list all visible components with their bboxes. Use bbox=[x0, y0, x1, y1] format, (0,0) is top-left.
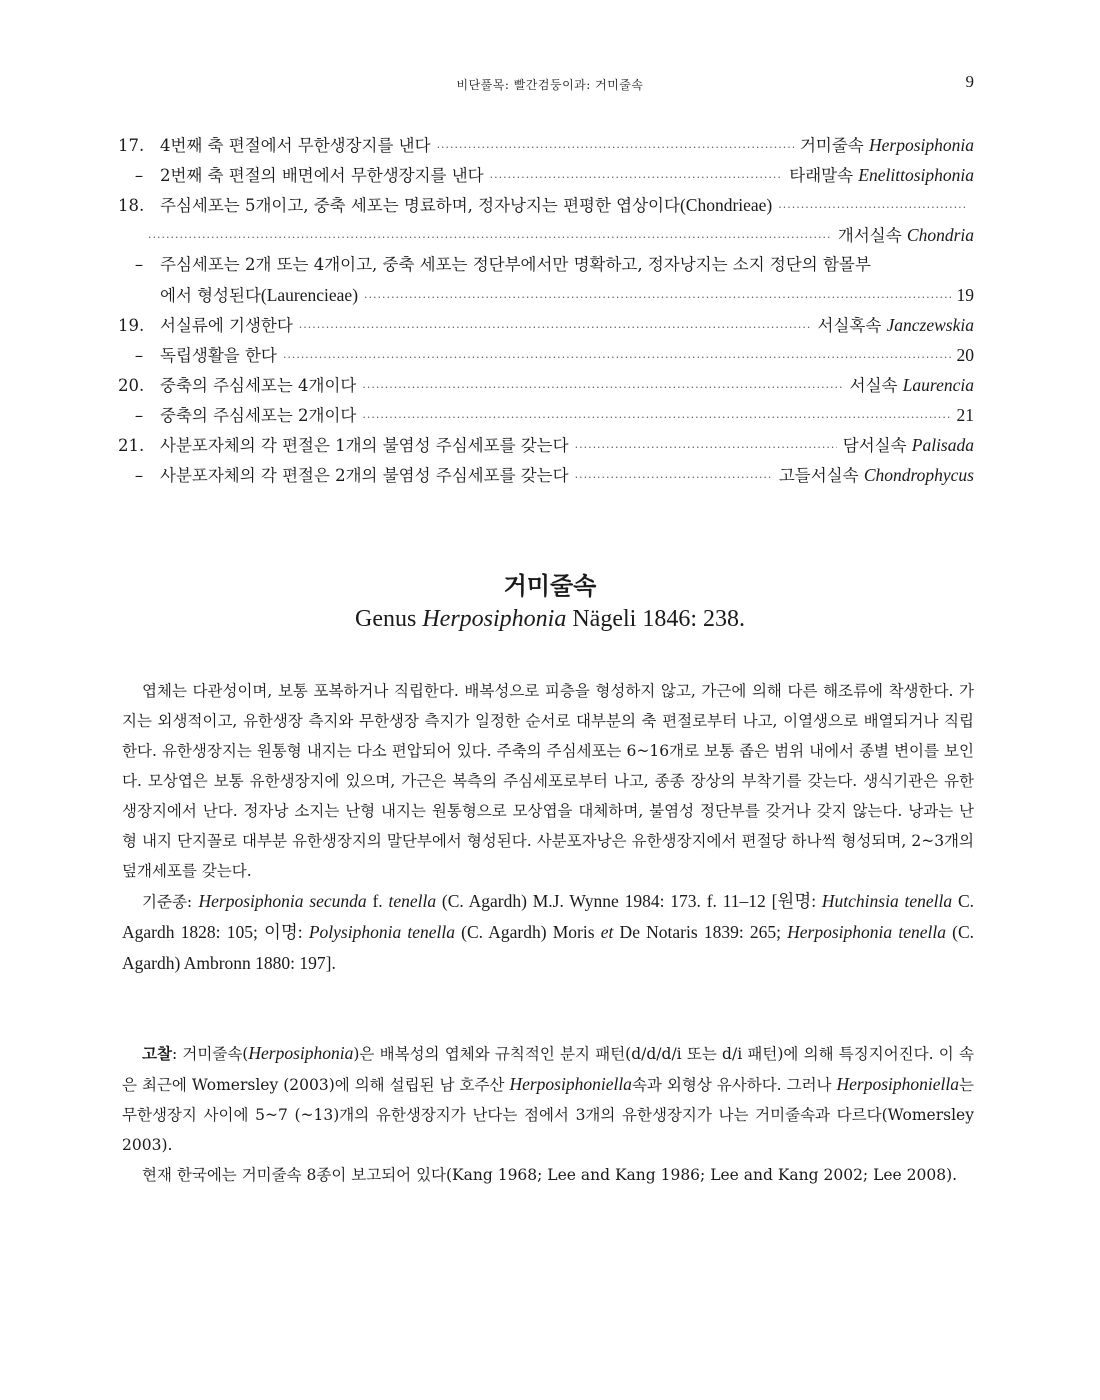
key-text: 사분포자체의 각 편절은 1개의 불염성 주심세포를 갖는다 bbox=[160, 436, 569, 455]
taxon-name: Herposiphoniella bbox=[509, 1074, 632, 1094]
remarks-text: : 거미줄속( bbox=[171, 1045, 249, 1063]
citation-text: De Notaris 1839: 265; bbox=[613, 922, 788, 942]
key-number: – bbox=[134, 255, 144, 274]
leader-dots bbox=[778, 193, 968, 223]
key-result bbox=[789, 160, 974, 191]
leader-dots bbox=[575, 433, 837, 463]
key-row bbox=[118, 400, 974, 430]
key-text: 서실류에 기생한다 bbox=[160, 316, 293, 335]
result-latin: Herposiphonia bbox=[869, 135, 974, 155]
result-korean: 서실혹속 bbox=[817, 316, 882, 335]
remarks-paragraph bbox=[122, 1038, 974, 1160]
running-header: 비단풀목: 빨간검둥이과: 거미줄속 bbox=[456, 78, 644, 92]
leader-dots bbox=[283, 343, 951, 373]
key-number: 20. bbox=[118, 376, 145, 395]
key-text: 2번째 축 편절의 배면에서 무한생장지를 낸다 bbox=[160, 166, 484, 185]
key-row bbox=[118, 130, 974, 160]
key-result: 19 bbox=[956, 285, 974, 305]
description-section bbox=[122, 676, 974, 979]
genus-name: Herposiphonia bbox=[422, 606, 567, 632]
key-result bbox=[800, 130, 974, 161]
leader-dots bbox=[575, 463, 773, 493]
result-latin: Chondria bbox=[906, 225, 974, 245]
key-result bbox=[843, 430, 974, 461]
result-korean: 거미줄속 bbox=[799, 136, 864, 155]
key-result: 20 bbox=[956, 345, 974, 365]
citation-text: (C. Agardh) Moris bbox=[455, 922, 601, 942]
result-korean: 고들서실속 bbox=[778, 466, 859, 485]
key-number: – bbox=[134, 466, 144, 485]
key-text: 중축의 주심세포는 2개이다 bbox=[160, 406, 357, 425]
tribe-name: (Chondrieae) bbox=[679, 195, 773, 215]
page-number: 9 bbox=[965, 72, 974, 91]
records-paragraph: 현재 한국에는 거미줄속 8종이 보고되어 있다(Kang 1968; Lee and Kang 1986; Lee and Kang 2002; Lee 2008). bbox=[142, 1166, 958, 1184]
key-text: 4번째 축 편절에서 무한생장지를 낸다 bbox=[160, 136, 431, 155]
citation-text: (C. Agardh) M.J. Wynne 1984: 173. f. 11–12 [원명: bbox=[436, 891, 822, 911]
type-species-paragraph bbox=[122, 886, 974, 979]
key-row bbox=[118, 430, 974, 460]
remarks-text: 속과 외형상 유사하다. 그러나 bbox=[631, 1076, 837, 1094]
key-row bbox=[118, 280, 974, 310]
type-label: 기준종: bbox=[142, 893, 193, 911]
key-result: 21 bbox=[956, 405, 974, 425]
taxon-name: Hutchinsia tenella bbox=[821, 891, 953, 911]
key-text: 사분포자체의 각 편절은 2개의 불염성 주심세포를 갖는다 bbox=[160, 466, 569, 485]
key-number: – bbox=[134, 166, 144, 185]
key-result bbox=[779, 460, 974, 491]
key-text: 독립생활을 한다 bbox=[160, 346, 277, 365]
citation-conjunction: et bbox=[600, 922, 614, 942]
key-text: 주심세포는 2개 또는 4개이고, 중축 세포는 정단부에서만 명확하고, 정자낭지는 소지 정단의 함몰부 bbox=[160, 255, 871, 274]
tribe-name: (Laurencieae) bbox=[260, 285, 359, 305]
leader-dots bbox=[299, 313, 812, 343]
taxon-name: Herposiphonia bbox=[248, 1043, 354, 1063]
result-latin: Laurencia bbox=[902, 375, 974, 395]
taxon-name: Herposiphonia secunda bbox=[198, 891, 367, 911]
key-number: 18. bbox=[118, 196, 145, 215]
key-result bbox=[838, 220, 974, 251]
key-row bbox=[118, 160, 974, 190]
result-latin: Janczewskia bbox=[886, 315, 974, 335]
result-korean: 담서실속 bbox=[842, 436, 907, 455]
leader-dots bbox=[437, 133, 794, 163]
genus-title: 거미줄속 bbox=[503, 571, 597, 600]
citation-text: (C. Agardh) Ambronn 1880: 197]. bbox=[122, 922, 975, 973]
key-number: 21. bbox=[118, 436, 145, 455]
key-text bbox=[160, 190, 772, 221]
key-number: 17. bbox=[118, 136, 145, 155]
result-latin: Enelittosiphonia bbox=[858, 165, 974, 185]
key-row bbox=[118, 340, 974, 370]
key-text-main: 에서 형성된다 bbox=[160, 286, 261, 305]
leader-dots bbox=[362, 403, 950, 433]
key-row bbox=[118, 250, 974, 280]
citation-text: f. bbox=[366, 891, 389, 911]
leader-dots bbox=[364, 283, 950, 313]
leader-dots bbox=[362, 373, 843, 403]
key-text bbox=[160, 280, 358, 311]
key-number: 19. bbox=[118, 316, 145, 335]
remarks-text: )은 배복성의 엽체와 규칙적인 분지 패턴(d/d/d/i 또는 d/i 패턴)에 의해 특징지어진다. 이 속은 최근에 Womersley (2003)에 의해 설립된 남 호주산 bbox=[122, 1045, 974, 1094]
result-korean: 개서실속 bbox=[837, 226, 902, 245]
remarks-text: 는 무한생장지 사이에 5~7 (~13)개의 유한생장지가 난다는 점에서 3개의 유한생장지가 나는 거미줄속과 다르다(Womersley 2003). bbox=[122, 1076, 974, 1154]
leader-dots bbox=[490, 163, 784, 193]
key-number: – bbox=[134, 346, 144, 365]
taxon-name: tenella bbox=[388, 891, 437, 911]
key-row bbox=[118, 190, 974, 220]
result-latin: Chondrophycus bbox=[863, 465, 974, 485]
genus-prefix: Genus bbox=[355, 606, 423, 632]
taxon-name: Polysiphonia tenella bbox=[308, 922, 455, 942]
genus-citation bbox=[0, 606, 1100, 633]
key-text: 중축의 주심세포는 4개이다 bbox=[160, 376, 357, 395]
key-row bbox=[118, 220, 974, 250]
key-row bbox=[118, 460, 974, 490]
result-korean: 타래말속 bbox=[789, 166, 854, 185]
key-row bbox=[118, 310, 974, 340]
remarks-label: 고찰 bbox=[142, 1044, 172, 1063]
key-number: – bbox=[134, 406, 144, 425]
citation-text: C. Agardh 1828: 105; 이명: bbox=[122, 891, 974, 942]
taxon-name: Herposiphoniella bbox=[836, 1074, 960, 1094]
leader-dots bbox=[148, 223, 832, 253]
key-row bbox=[118, 370, 974, 400]
genus-authority: Nägeli 1846: 238. bbox=[566, 606, 745, 632]
remarks-section bbox=[122, 1038, 974, 1190]
result-latin: Palisada bbox=[911, 435, 974, 455]
key-result bbox=[818, 310, 975, 341]
key-result bbox=[850, 370, 974, 401]
key-text-main: 주심세포는 5개이고, 중축 세포는 명료하며, 정자낭지는 편평한 엽상이다 bbox=[160, 196, 680, 215]
identification-key bbox=[118, 130, 974, 490]
result-korean: 서실속 bbox=[849, 376, 898, 395]
taxon-name: Herposiphonia tenella bbox=[787, 922, 946, 942]
description-paragraph: 엽체는 다관성이며, 보통 포복하거나 직립한다. 배복성으로 피층을 형성하지 않고, 가근에 의해 다른 해조류에 착생한다. 가지는 외생적이고, 유한생장 측지와 무한생장 측지가 일정한 순서로 대부분의 축 편절로부터 나고, 이열생으로 배열되거나 직립한다. 유한생장지는 원통형 내지는 다소 편압되어 있다. 주축의 주심세포는 6~16개로 보통 좁은 범위 내에서 종별 변이를 보인다. 모상엽은 보통 유한생장지에 있으며, 가근은 복측의 주심세포로부터 나고, 종종 장상의 부착기를 갖는다. 생식기관은 유한생장지에서 난다. 정자낭 소지는 난형 내지는 원통형으로 모상엽을 대체하며, 불염성 정단부를 갖거나 갖지 않는다. 낭과는 난형 내지 단지꼴로 대부분 유한생장지의 말단부에서 형성된다. 사분포자낭은 유한생장지에서 편절당 하나씩 형성되며, 2~3개의 덮개세포를 갖는다. bbox=[122, 682, 974, 880]
